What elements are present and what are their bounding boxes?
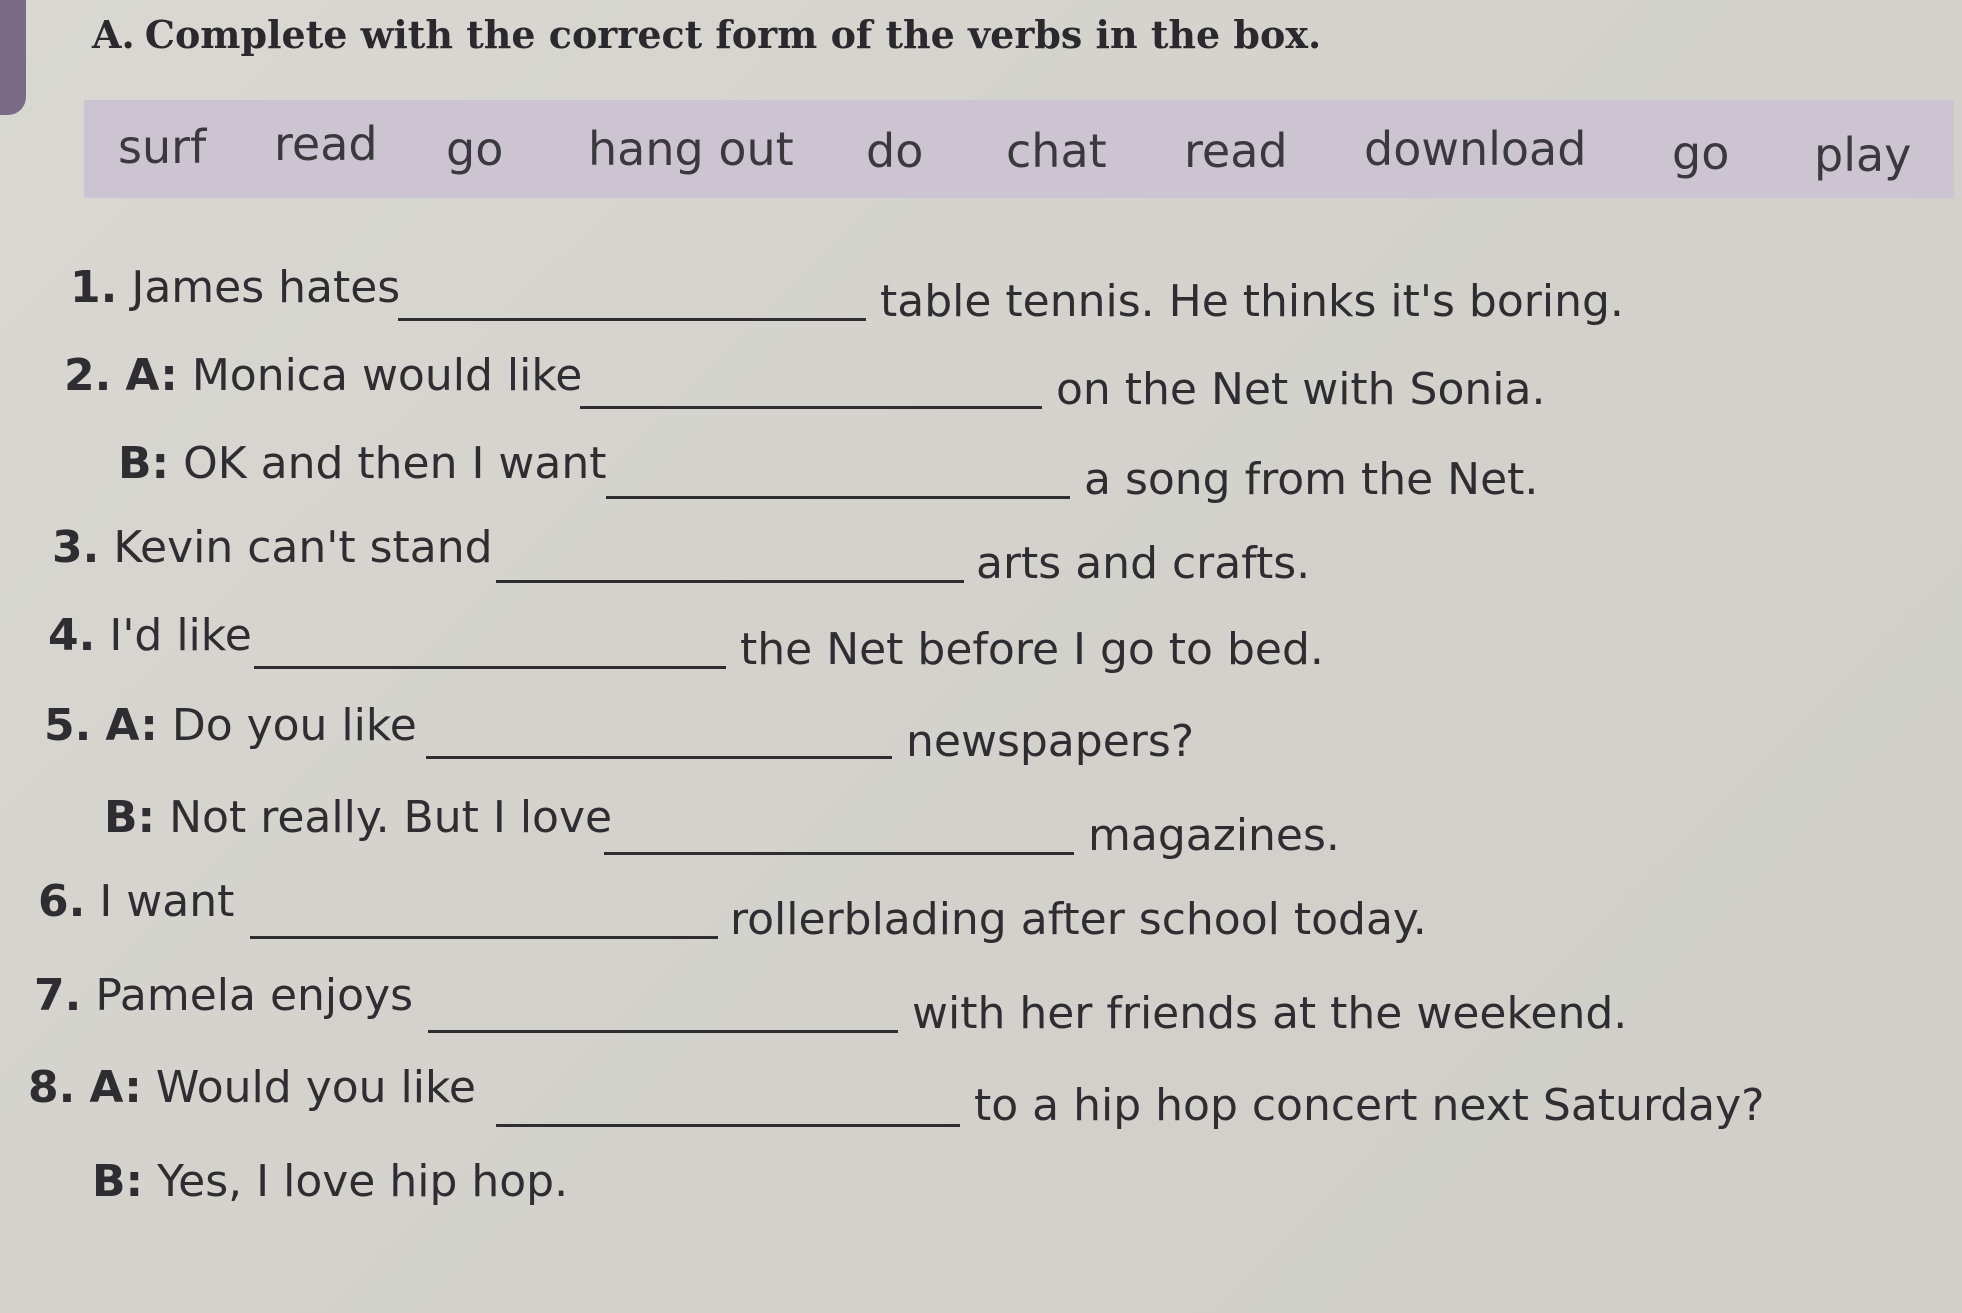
answer-blank[interactable]: [426, 756, 892, 759]
answer-blank[interactable]: [254, 666, 726, 669]
verb-box-item: do: [866, 124, 924, 178]
item-prompt: I'd like: [109, 610, 252, 661]
exercise-item-1: [70, 262, 400, 313]
item-prompt: I want: [99, 876, 235, 927]
item-prompt: Would you like: [155, 1062, 476, 1113]
item-prompt: Not really. But I love: [169, 792, 613, 843]
verb-box-item: download: [1364, 122, 1587, 176]
verb-box-item: read: [274, 117, 378, 171]
item-number: 1.: [70, 262, 118, 313]
speaker-label: B:: [118, 438, 170, 489]
item-continuation: newspapers?: [906, 716, 1195, 767]
verb-box-item: hang out: [588, 122, 794, 176]
item-number: 3.: [52, 522, 100, 573]
exercise-item-7: [34, 970, 413, 1021]
answer-blank[interactable]: [496, 1124, 960, 1127]
answer-blank[interactable]: [580, 406, 1042, 409]
exercise-item-8a: [28, 1062, 476, 1113]
verb-box: [84, 100, 1954, 198]
exercise-item-2b: [118, 438, 607, 489]
item-prompt: Do you like: [171, 700, 417, 751]
exercise-item-2a: [64, 350, 582, 401]
item-prompt: Yes, I love hip hop.: [157, 1156, 569, 1207]
item-continuation: on the Net with Sonia.: [1056, 364, 1546, 415]
answer-blank[interactable]: [606, 496, 1070, 499]
exercise-item-3: [52, 522, 493, 573]
exercise-label: A.: [92, 12, 135, 57]
item-number: 5.: [44, 700, 92, 751]
exercise-item-6: [38, 876, 234, 927]
item-prompt: OK and then I want: [183, 438, 607, 489]
item-prompt: Kevin can't stand: [113, 522, 493, 573]
item-continuation: to a hip hop concert next Saturday?: [974, 1080, 1765, 1131]
verb-box-item: surf: [118, 120, 207, 174]
speaker-label: A:: [89, 1062, 142, 1113]
speaker-label: A:: [105, 700, 158, 751]
exercise-instruction: [92, 12, 1321, 57]
exercise-item-8b: [92, 1156, 568, 1207]
item-continuation: the Net before I go to bed.: [740, 624, 1324, 675]
verb-box-item: chat: [1006, 124, 1107, 178]
item-prompt: Pamela enjoys: [95, 970, 414, 1021]
exercise-instruction-text: Complete with the correct form of the verbs in the box.: [144, 12, 1322, 57]
exercise-item-5a: [44, 700, 417, 751]
item-continuation: a song from the Net.: [1084, 454, 1539, 505]
item-prompt: Monica would like: [191, 350, 583, 401]
item-number: 6.: [38, 876, 86, 927]
item-continuation: rollerblading after school today.: [730, 894, 1427, 945]
item-continuation: with her friends at the weekend.: [912, 988, 1628, 1039]
answer-blank[interactable]: [604, 852, 1074, 855]
item-continuation: magazines.: [1088, 810, 1340, 861]
speaker-label: B:: [92, 1156, 144, 1207]
speaker-label: B:: [104, 792, 156, 843]
answer-blank[interactable]: [428, 1030, 898, 1033]
exercise-item-4: [48, 610, 252, 661]
answer-blank[interactable]: [398, 318, 866, 321]
item-number: 4.: [48, 610, 96, 661]
verb-box-item: go: [446, 122, 504, 176]
item-number: 7.: [34, 970, 82, 1021]
speaker-label: A:: [125, 350, 178, 401]
item-number: 2.: [64, 350, 112, 401]
exercise-item-5b: [104, 792, 612, 843]
item-continuation: arts and crafts.: [976, 538, 1311, 589]
item-number: 8.: [28, 1062, 76, 1113]
verb-box-item: go: [1672, 126, 1730, 180]
page-tab-marker: [0, 0, 26, 115]
answer-blank[interactable]: [496, 580, 964, 583]
item-prompt: James hates: [131, 262, 401, 313]
item-continuation: table tennis. He thinks it's boring.: [880, 276, 1624, 327]
verb-box-item: play: [1814, 128, 1912, 182]
answer-blank[interactable]: [250, 936, 718, 939]
verb-box-item: read: [1184, 124, 1288, 178]
